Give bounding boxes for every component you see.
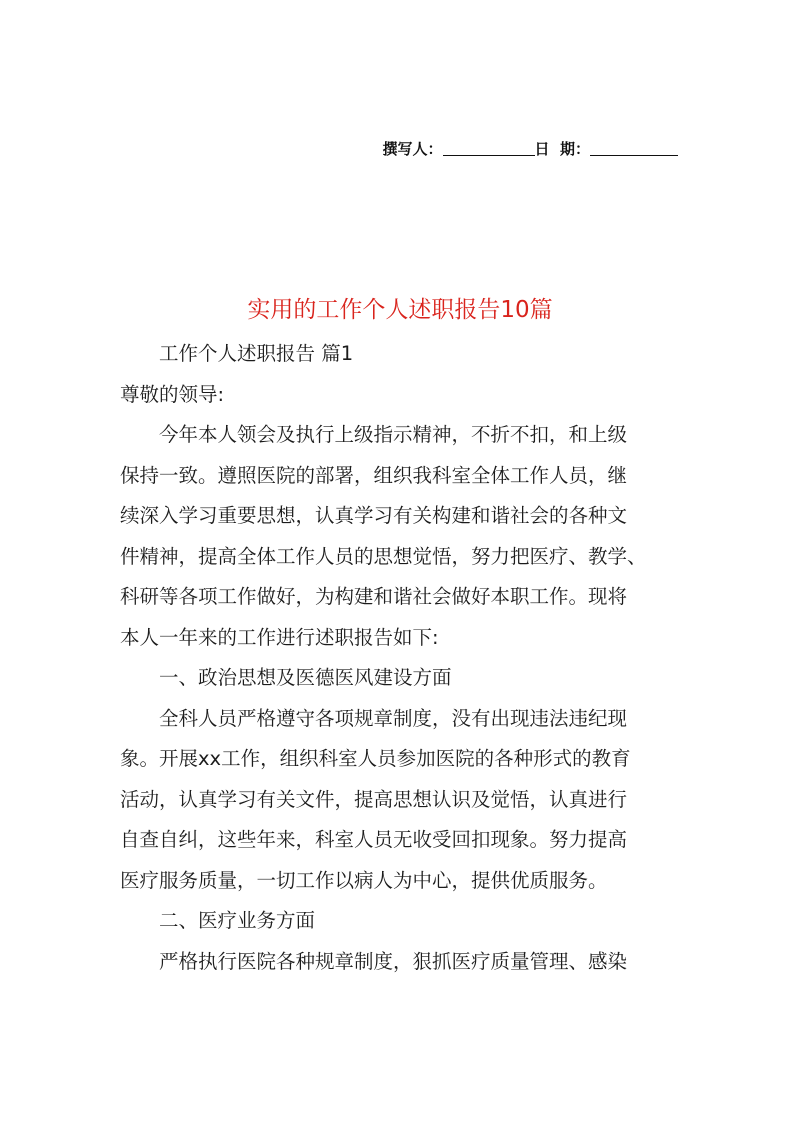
paragraph-1-line: 件精神，提高全体工作人员的思想觉悟，努力把医疗、教学、 <box>120 544 647 568</box>
document-title: 实用的工作个人述职报告10篇 <box>247 297 553 323</box>
paragraph-1-line: 今年本人领会及执行上级指示精神，不折不扣，和上级 <box>159 423 628 446</box>
document-body <box>120 334 680 982</box>
paragraph-2-line: 自查自纠，这些年来，科室人员无收受回扣现象。努力提高 <box>120 828 628 851</box>
date-label: 日 期： <box>534 140 590 158</box>
paragraph-1-line: 本人一年来的工作进行述职报告如下: <box>120 625 439 649</box>
subtitle: 工作个人述职报告 篇1 <box>159 342 354 365</box>
paragraph-1-line: 保持一致。遵照医院的部署，组织我科室全体工作人员，继 <box>120 463 628 487</box>
paragraph-2 <box>120 699 680 902</box>
paragraph-3 <box>120 942 680 983</box>
paragraph-1 <box>120 415 680 658</box>
author-blank <box>443 154 535 156</box>
paragraph-1-line: 续深入学习重要思想，认真学习有关构建和谐社会的各种文 <box>120 504 628 527</box>
paragraph-1-line: 科研等各项工作做好，为构建和谐社会做好本职工作。现将 <box>120 585 628 608</box>
paragraph-2-line: 全科人员严格遵守各项规章制度，没有出现违法违纪现 <box>159 706 628 730</box>
paragraph-2-line: 象。开展xx工作，组织科室人员参加医院的各种形式的教育 <box>120 747 631 770</box>
author-label: 撰写人： <box>382 140 443 158</box>
author-date-line <box>383 138 678 159</box>
paragraph-2-line: 医疗服务质量，一切工作以病人为中心，提供优质服务。 <box>120 868 608 892</box>
section-heading-1: 一、政治思想及医德医风建设方面 <box>159 666 452 689</box>
paragraph-2-line: 活动，认真学习有关文件，提高思想认识及觉悟，认真进行 <box>120 787 628 811</box>
salutation: 尊敬的领导: <box>120 382 225 406</box>
section-heading-2: 二、医疗业务方面 <box>159 909 316 932</box>
date-blank <box>590 154 678 156</box>
paragraph-3-line: 严格执行医院各种规章制度，狠抓医疗质量管理、感染 <box>159 949 628 973</box>
